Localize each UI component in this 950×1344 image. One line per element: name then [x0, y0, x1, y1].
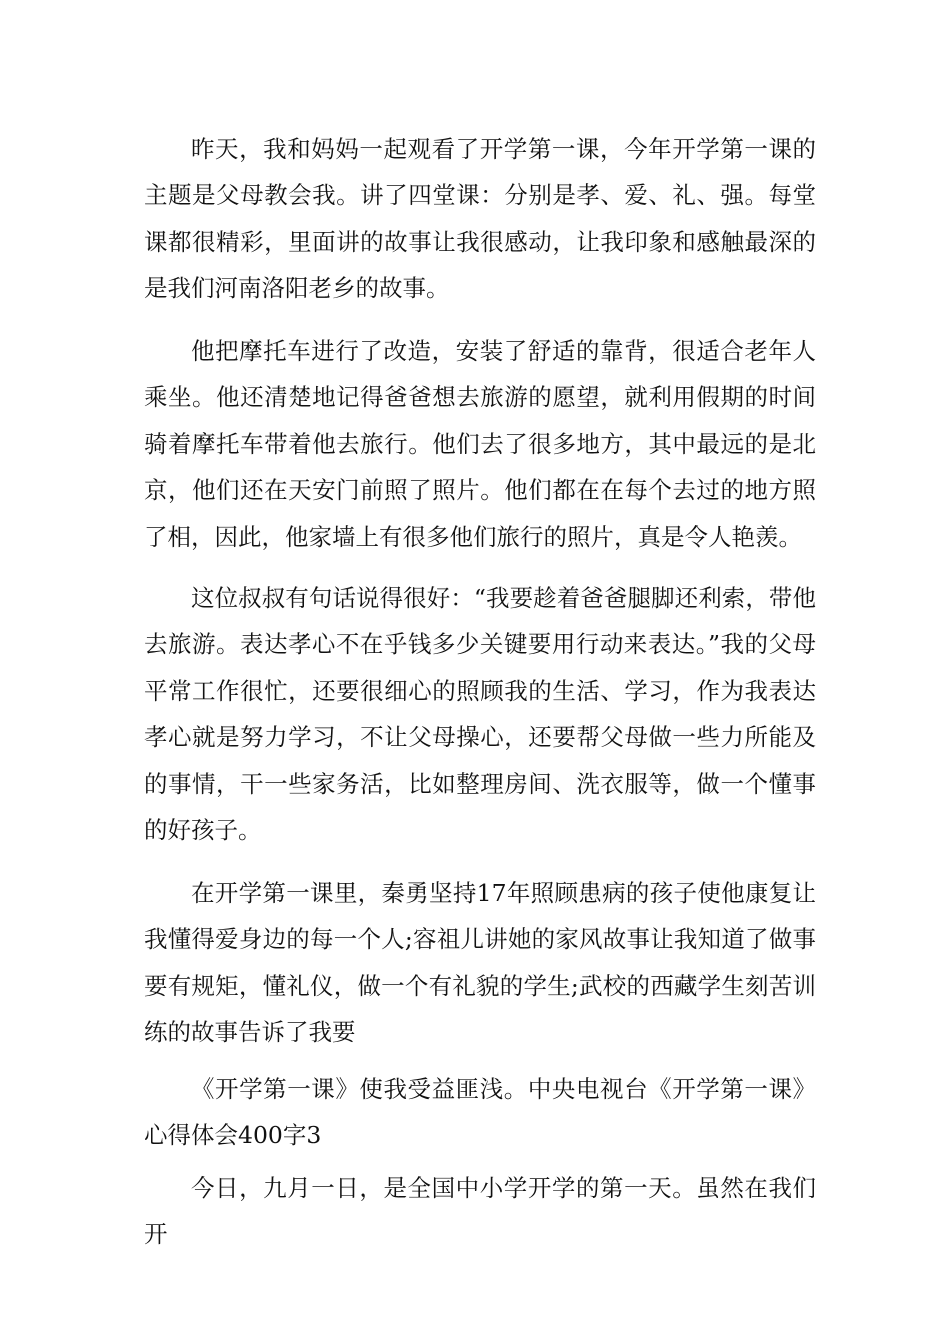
paragraph-3: 这位叔叔有句话说得很好：“我要趁着爸爸腿脚还利索，带他去旅游。表达孝心不在乎钱多少关键要用行动来表达。”我的父母平常工作很忙，还要很细心的照顾我的生活、学习，作为我表达孝心就是努力学习，不让父母操心，还要帮父母做一些力所能及的事情，干一些家务活，比如整理房间、洗衣服等，做一个懂事的好孩子。 — [144, 584, 816, 845]
paragraph-1: 昨天，我和妈妈一起观看了开学第一课，今年开学第一课的主题是父母教会我。讲了四堂课：分别是孝、爱、礼、强。每堂课都很精彩，里面讲的故事让我很感动，让我印象和感触最深的是我们河南洛阳老乡的故事。 — [144, 135, 816, 303]
paragraph-6: 今日，九月一日，是全国中小学开学的第一天。虽然在我们开 — [144, 1174, 816, 1249]
paragraph-4: 在开学第一课里，秦勇坚持17年照顾患病的孩子使他康复让我懂得爱身边的每一个人;容祖儿讲她的家风故事让我知道了做事要有规矩，懂礼仪，做一个有礼貌的学生;武校的西藏学生刻苦训练的故事告诉了我要 — [144, 879, 816, 1047]
paragraph-2: 他把摩托车进行了改造，安装了舒适的靠背，很适合老年人乘坐。他还清楚地记得爸爸想去旅游的愿望，就利用假期的时间骑着摩托车带着他去旅行。他们去了很多地方，其中最远的是北京，他们还在天安门前照了照片。他们都在在每个去过的地方照了相，因此，他家墙上有很多他们旅行的照片，真是令人艳羡。 — [144, 337, 816, 551]
paragraph-5: 《开学第一课》使我受益匪浅。中央电视台《开学第一课》心得体会400字3 — [144, 1075, 816, 1150]
